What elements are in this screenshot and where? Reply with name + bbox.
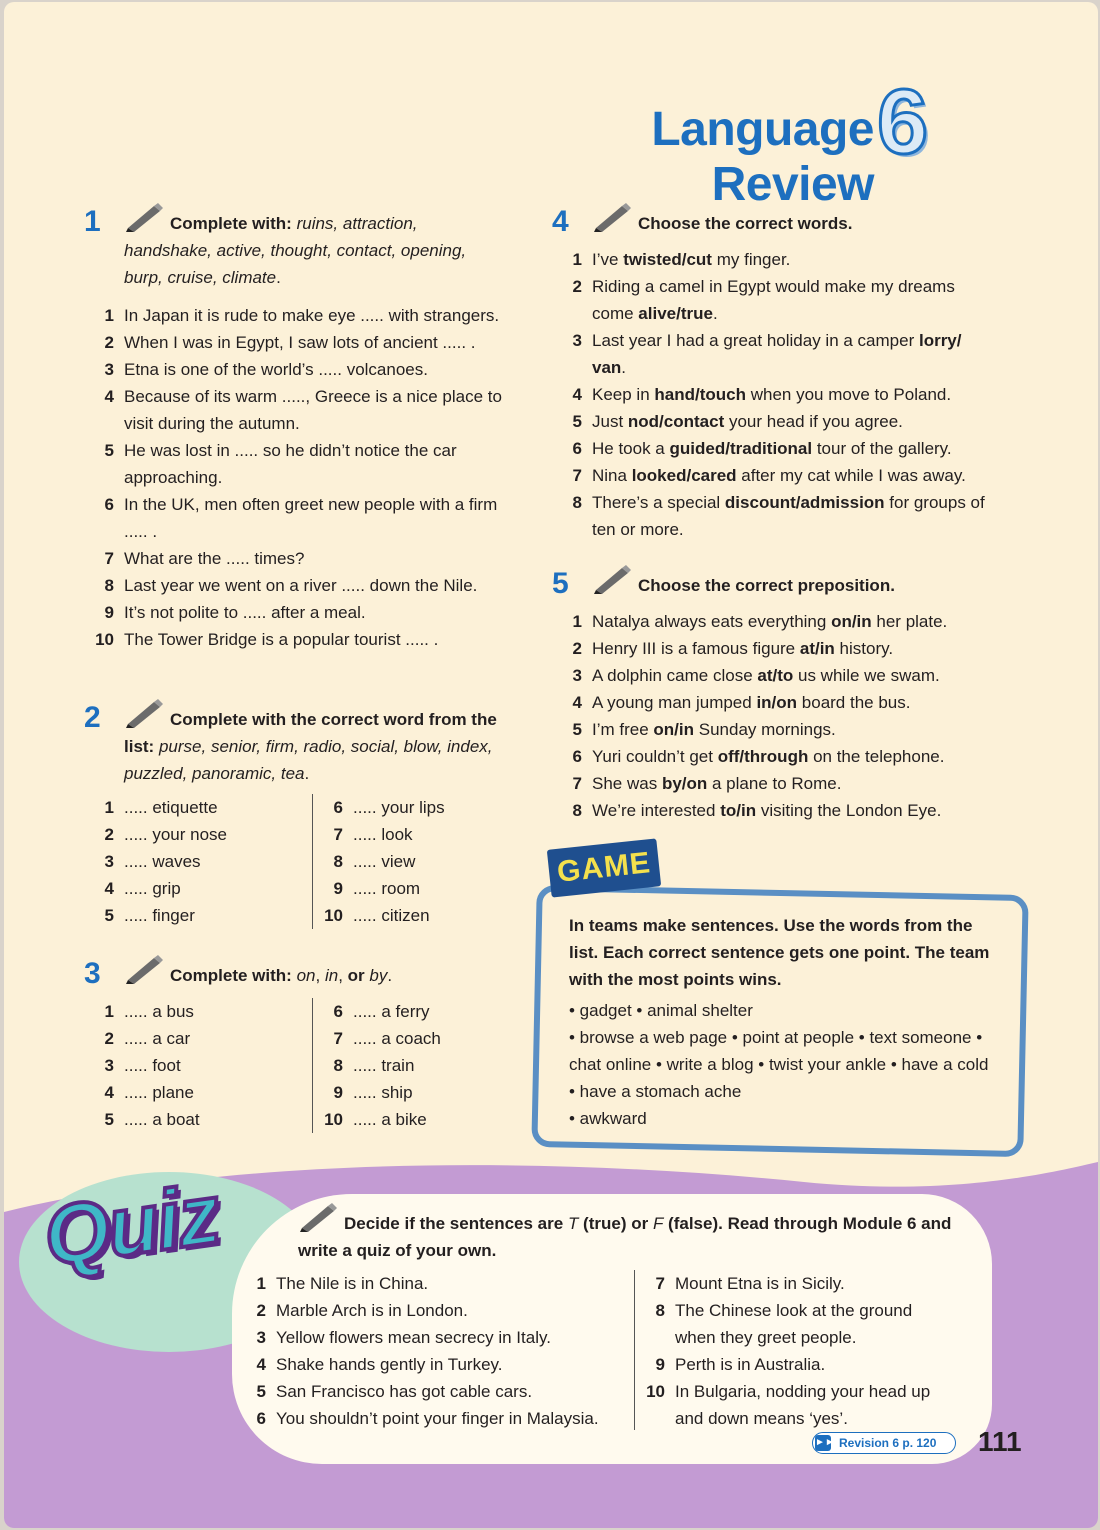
list-item	[236, 1270, 626, 1297]
list-item	[552, 408, 992, 435]
item-text: ..... plane	[124, 1083, 194, 1102]
item-number: 7	[572, 774, 582, 793]
item-text: I’ve	[592, 250, 624, 269]
list-item	[313, 1025, 513, 1052]
list-item	[635, 1270, 955, 1297]
list-item	[84, 626, 514, 653]
item-text: Mount Etna is in Sicily.	[675, 1274, 845, 1293]
item-list	[84, 302, 514, 653]
item-text: ..... a ferry	[353, 1002, 430, 1021]
item-text: ..... room	[353, 879, 421, 898]
exercise-number: 2	[84, 701, 101, 734]
list-item	[313, 821, 513, 848]
item-text: ..... finger	[124, 906, 195, 925]
item-text: your head if you agree.	[724, 412, 903, 431]
item-number: 10	[324, 906, 343, 925]
game-word-list-2: • browse a web page • point at people • text someone • chat online • write a blog • twist your ankle • have a cold • have a stomach ache	[569, 1028, 989, 1101]
game-intro: In teams make sentences. Use the words from the list. Each correct sentence gets one point. The team with the most points wins.	[569, 916, 990, 989]
exercise-instruction: Complete with the correct word from the list: purse, senior, firm, radio, social, blow, index, puzzled, panoramic, tea.	[124, 710, 497, 783]
list-item	[552, 246, 992, 273]
item-number: 6	[256, 1409, 266, 1428]
item-number: 7	[333, 825, 343, 844]
answer-options: by/on	[661, 774, 708, 793]
page-number: 111	[978, 1426, 1022, 1457]
item-text: her plate.	[871, 612, 948, 631]
item-number: 5	[104, 441, 114, 460]
list-item	[635, 1378, 955, 1432]
list-item	[552, 770, 992, 797]
list-item	[236, 1351, 626, 1378]
answer-options: guided/traditional	[669, 439, 813, 458]
item-text: Keep in	[592, 385, 655, 404]
list-item	[552, 608, 992, 635]
list-item	[84, 491, 514, 545]
item-number: 9	[655, 1355, 665, 1374]
item-number: 6	[104, 495, 114, 514]
item-number: 3	[572, 331, 582, 350]
item-list	[552, 246, 992, 543]
word-list: purse, senior, firm, radio, social, blow, index, puzzled, panoramic, tea	[124, 737, 493, 783]
item-text: Last year we went on a river ..... down the Nile.	[124, 576, 478, 595]
page-title: Language Review	[651, 103, 874, 211]
list-item	[84, 599, 514, 626]
list-item	[552, 327, 992, 381]
list-item	[84, 329, 514, 356]
item-number: 8	[655, 1301, 665, 1320]
item-number: 8	[572, 801, 582, 820]
list-item	[84, 1106, 304, 1133]
item-number: 5	[104, 906, 114, 925]
item-number: 1	[104, 1002, 114, 1021]
left-column	[236, 1270, 626, 1432]
item-number: 2	[256, 1301, 266, 1320]
item-text: It’s not polite to ..... after a meal.	[124, 603, 366, 622]
list-item	[552, 273, 992, 327]
exercise-4	[552, 206, 992, 546]
answer-options: to/in	[720, 801, 757, 820]
item-number: 4	[572, 693, 582, 712]
list-item	[313, 848, 513, 875]
list-item	[84, 848, 304, 875]
item-number: 3	[104, 852, 114, 871]
list-item	[236, 1297, 626, 1324]
game-content	[569, 912, 999, 1132]
item-text: ..... look	[353, 825, 413, 844]
item-text: Etna is one of the world’s ..... volcanoes.	[124, 360, 428, 379]
item-text: ..... waves	[124, 852, 201, 871]
item-text: ..... etiquette	[124, 798, 218, 817]
exercise-number: 4	[552, 205, 569, 238]
item-text: ..... citizen	[353, 906, 430, 925]
item-text: Just	[592, 412, 628, 431]
two-column-list	[84, 794, 514, 934]
answer-options: lorry/ van	[592, 331, 962, 377]
item-number: 6	[333, 1002, 343, 1021]
list-item	[552, 435, 992, 462]
left-column	[84, 998, 304, 1133]
list-item	[84, 1052, 304, 1079]
list-item	[313, 875, 513, 902]
item-text: .	[621, 358, 627, 377]
item-text: Natalya always eats everything	[592, 612, 832, 631]
left-column	[84, 794, 304, 929]
item-number: 5	[572, 412, 582, 431]
item-text: history.	[834, 639, 894, 658]
exercise-number: 1	[84, 205, 101, 238]
item-number: 7	[572, 466, 582, 485]
item-text: He was lost in ..... so he didn’t notice the car approaching.	[124, 441, 457, 487]
item-text: We’re interested	[592, 801, 721, 820]
list-item	[84, 1079, 304, 1106]
list-item	[84, 794, 304, 821]
item-number: 8	[104, 576, 114, 595]
answer-options: off/through	[717, 747, 809, 766]
item-number: 1	[256, 1274, 266, 1293]
item-number: 4	[104, 879, 114, 898]
item-number: 3	[256, 1328, 266, 1347]
list-item	[84, 875, 304, 902]
item-text: ..... a bus	[124, 1002, 194, 1021]
item-text: visiting the London Eye.	[756, 801, 942, 820]
right-column	[634, 1270, 955, 1430]
list-item	[313, 794, 513, 821]
item-number: 6	[333, 798, 343, 817]
item-text: board the bus.	[797, 693, 911, 712]
item-text: Last year I had a great holiday in a camper	[592, 331, 919, 350]
item-text: Perth is in Australia.	[675, 1355, 826, 1374]
word-list: ruins, attraction, handshake, active, thought, contact, opening, burp, cruise, climate	[124, 214, 467, 287]
list-item	[552, 797, 992, 824]
list-item	[84, 437, 514, 491]
list-item	[84, 383, 514, 437]
exercise-instruction: Complete with: ruins, attraction, handshake, active, thought, contact, opening, burp, cruise, climate.	[124, 214, 467, 287]
exercise-1	[84, 206, 514, 686]
exercise-instruction: Choose the correct words.	[638, 214, 853, 233]
item-text: San Francisco has got cable cars.	[276, 1382, 533, 1401]
item-number: 8	[572, 493, 582, 512]
item-text: ..... view	[353, 852, 416, 871]
answer-options: in/on	[756, 693, 798, 712]
answer-options: nod/contact	[627, 412, 725, 431]
quiz-list	[236, 1270, 956, 1440]
item-text: ..... a bike	[353, 1110, 427, 1129]
item-text: The Chinese look at the ground when they greet people.	[675, 1301, 913, 1347]
item-number: 8	[333, 1056, 343, 1075]
right-column	[312, 998, 513, 1133]
quiz-instruction: Decide if the sentences are T (true) or F (false). Read through Module 6 and write a quiz of your own.	[298, 1214, 952, 1260]
list-item	[552, 635, 992, 662]
item-text: ..... grip	[124, 879, 181, 898]
item-number: 6	[572, 747, 582, 766]
exercise-2	[84, 702, 514, 942]
item-text: Yuri couldn’t get	[592, 747, 718, 766]
item-number: 2	[104, 825, 114, 844]
item-number: 5	[256, 1382, 266, 1401]
item-text: a plane to Rome.	[707, 774, 842, 793]
item-number: 2	[104, 333, 114, 352]
list-item	[84, 998, 304, 1025]
item-text: .	[712, 304, 718, 323]
list-item	[313, 1079, 513, 1106]
item-number: 7	[655, 1274, 665, 1293]
item-number: 8	[333, 852, 343, 871]
revision-link[interactable]: ►► Revision 6 p. 120	[812, 1432, 956, 1454]
item-number: 3	[104, 1056, 114, 1075]
item-list	[552, 608, 992, 824]
item-number: 2	[572, 639, 582, 658]
item-text: on the telephone.	[808, 747, 945, 766]
item-text: What are the ..... times?	[124, 549, 305, 568]
list-item	[84, 902, 304, 929]
item-number: 10	[646, 1382, 665, 1401]
list-item	[236, 1378, 626, 1405]
answer-options: looked/cared	[631, 466, 737, 485]
item-text: when you move to Poland.	[746, 385, 952, 404]
item-number: 4	[256, 1355, 266, 1374]
list-item	[84, 545, 514, 572]
item-text: In the UK, men often greet new people with a firm ..... .	[124, 495, 498, 541]
exercise-instruction: Complete with: on, in, or by.	[170, 966, 393, 985]
item-text: ..... train	[353, 1056, 415, 1075]
exercise-number: 5	[552, 567, 569, 600]
fast-forward-icon: ►►	[815, 1435, 831, 1451]
game-word-list-1: • gadget • animal shelter	[569, 1001, 753, 1020]
item-number: 9	[333, 879, 343, 898]
item-text: Shake hands gently in Turkey.	[276, 1355, 503, 1374]
item-number: 10	[95, 630, 114, 649]
item-number: 10	[324, 1110, 343, 1129]
list-item	[552, 662, 992, 689]
module-number: 6	[877, 71, 929, 173]
exercise-3	[84, 958, 514, 1138]
right-column	[312, 794, 513, 929]
item-text: my finger.	[711, 250, 791, 269]
item-number: 4	[104, 387, 114, 406]
item-number: 7	[333, 1029, 343, 1048]
two-column-list	[84, 998, 514, 1138]
item-text: There’s a special	[592, 493, 725, 512]
item-text: us while we swam.	[793, 666, 940, 685]
item-number: 3	[572, 666, 582, 685]
answer-options: hand/touch	[654, 385, 746, 404]
item-number: 4	[572, 385, 582, 404]
item-text: He took a	[592, 439, 670, 458]
list-item	[635, 1351, 955, 1378]
answer-options: on/in	[653, 720, 695, 739]
list-item	[552, 462, 992, 489]
item-text: after my cat while I was away.	[736, 466, 966, 485]
list-item	[84, 572, 514, 599]
item-number: 4	[104, 1083, 114, 1102]
item-text: ..... ship	[353, 1083, 413, 1102]
answer-options: at/to	[757, 666, 794, 685]
item-text: In Bulgaria, nodding your head up and down means ‘yes’.	[675, 1382, 931, 1428]
list-item	[84, 356, 514, 383]
item-text: The Tower Bridge is a popular tourist ..... .	[124, 630, 439, 649]
item-text: The Nile is in China.	[276, 1274, 429, 1293]
item-text: A young man jumped	[592, 693, 757, 712]
list-item	[84, 821, 304, 848]
item-number: 1	[104, 798, 114, 817]
item-text: tour of the gallery.	[812, 439, 952, 458]
list-item	[552, 743, 992, 770]
list-item	[313, 1106, 513, 1133]
item-text: In Japan it is rude to make eye ..... with strangers.	[124, 306, 500, 325]
item-number: 3	[104, 360, 114, 379]
answer-options: alive/true	[638, 304, 713, 323]
item-number: 6	[572, 439, 582, 458]
answer-options: twisted/cut	[623, 250, 712, 269]
exercise-number: 3	[84, 957, 101, 990]
item-text: ..... your lips	[353, 798, 445, 817]
item-number: 5	[572, 720, 582, 739]
item-text: Henry III is a famous figure	[592, 639, 800, 658]
list-item	[84, 302, 514, 329]
list-item	[552, 489, 992, 543]
item-text: ..... a car	[124, 1029, 191, 1048]
item-text: Nina	[592, 466, 632, 485]
item-number: 1	[572, 250, 582, 269]
item-text: ..... a boat	[124, 1110, 200, 1129]
list-item	[236, 1405, 626, 1432]
list-item	[236, 1324, 626, 1351]
list-item	[313, 998, 513, 1025]
list-item	[313, 902, 513, 929]
item-text: Yellow flowers mean secrecy in Italy.	[276, 1328, 551, 1347]
item-text: When I was in Egypt, I saw lots of ancient ..... .	[124, 333, 476, 352]
answer-options: discount/admission	[724, 493, 885, 512]
item-number: 2	[572, 277, 582, 296]
list-item	[313, 1052, 513, 1079]
item-text: Marble Arch is in London.	[276, 1301, 468, 1320]
item-text: A dolphin came close	[592, 666, 758, 685]
item-number: 2	[104, 1029, 114, 1048]
item-number: 1	[104, 306, 114, 325]
item-text: You shouldn’t point your finger in Malaysia.	[276, 1409, 599, 1428]
item-text: ..... your nose	[124, 825, 227, 844]
answer-options: on/in	[831, 612, 872, 631]
list-item	[552, 689, 992, 716]
item-number: 9	[333, 1083, 343, 1102]
game-tag: GAME	[547, 838, 661, 897]
item-number: 5	[104, 1110, 114, 1129]
list-item	[635, 1297, 955, 1351]
item-text: ..... a coach	[353, 1029, 441, 1048]
exercise-instruction: Choose the correct preposition.	[638, 576, 895, 595]
item-text: She was	[592, 774, 662, 793]
item-number: 7	[104, 549, 114, 568]
list-item	[552, 381, 992, 408]
item-text: I’m free	[592, 720, 654, 739]
list-item	[552, 716, 992, 743]
item-text: Riding a camel in Egypt would make my dreams come	[592, 277, 955, 323]
item-number: 1	[572, 612, 582, 631]
game-word-list-3: • awkward	[569, 1109, 647, 1128]
item-text: for groups of ten or more.	[592, 493, 985, 539]
item-text: Because of its warm ....., Greece is a nice place to visit during the autumn.	[124, 387, 502, 433]
page	[4, 2, 1098, 1528]
item-text: ..... foot	[124, 1056, 181, 1075]
item-text: Sunday mornings.	[694, 720, 836, 739]
list-item	[84, 1025, 304, 1052]
answer-options: at/in	[799, 639, 835, 658]
quiz-logo: Quiz	[38, 1166, 224, 1284]
item-number: 9	[104, 603, 114, 622]
exercise-5	[552, 568, 992, 828]
